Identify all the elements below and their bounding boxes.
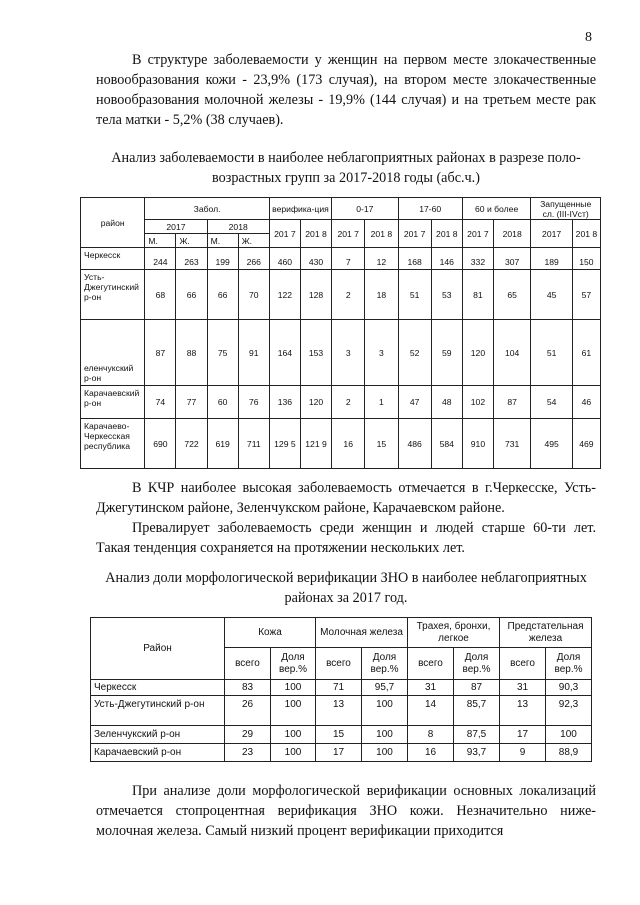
header-share: Доля вер.% bbox=[454, 648, 500, 680]
table-row bbox=[91, 726, 592, 744]
row-name: еленчукский р-он bbox=[81, 320, 145, 386]
header-male-2018: М. bbox=[207, 234, 238, 248]
header-advanced-cases: Запущенные сл. (III-IVст) bbox=[531, 198, 601, 220]
row-name: Карачаево-Черкесская республика bbox=[81, 419, 145, 469]
header-age2-2017: 201 7 bbox=[398, 220, 431, 248]
cell: 120 bbox=[462, 320, 493, 386]
cell: 3 bbox=[365, 320, 398, 386]
cell: 48 bbox=[431, 386, 462, 419]
table-row bbox=[81, 270, 601, 320]
cell: 26 bbox=[225, 696, 271, 726]
cell: 469 bbox=[572, 419, 600, 469]
paragraph-verification-analysis: При анализе доли морфологической верификации основных локализаций отмечается стопроцентная верификация ЗНО кожи. Незначительно ниже-молочная железа. Самый низкий процент верификации приходится bbox=[96, 783, 596, 839]
header-total: всего bbox=[225, 648, 271, 680]
header-age-17-60: 17-60 bbox=[398, 198, 462, 220]
cell: 690 bbox=[145, 419, 176, 469]
verification-table bbox=[90, 617, 592, 762]
table-row bbox=[91, 696, 592, 726]
row-name: Усть-Джегутинский р-он bbox=[81, 270, 145, 320]
cell: 70 bbox=[238, 270, 269, 320]
cell: 95,7 bbox=[362, 680, 408, 696]
header-skin: Кожа bbox=[225, 618, 316, 648]
header-rayon: район bbox=[81, 198, 145, 248]
cell: 3 bbox=[332, 320, 365, 386]
header-lung: Трахея, бронхи, легкое bbox=[408, 618, 500, 648]
cell: 90,3 bbox=[546, 680, 592, 696]
cell: 57 bbox=[572, 270, 600, 320]
cell: 100 bbox=[271, 680, 316, 696]
cell: 100 bbox=[271, 726, 316, 744]
header-adv-2017: 2017 bbox=[531, 220, 573, 248]
cell: 65 bbox=[494, 270, 531, 320]
table-row bbox=[91, 744, 592, 762]
cell: 584 bbox=[431, 419, 462, 469]
cell: 136 bbox=[269, 386, 300, 419]
cell: 100 bbox=[362, 744, 408, 762]
cell: 87 bbox=[145, 320, 176, 386]
cell: 199 bbox=[207, 248, 238, 270]
cell: 16 bbox=[408, 744, 454, 762]
header-total: всего bbox=[408, 648, 454, 680]
cell: 66 bbox=[176, 270, 207, 320]
cell: 16 bbox=[332, 419, 365, 469]
cell: 150 bbox=[572, 248, 600, 270]
cell: 88,9 bbox=[546, 744, 592, 762]
header-verif-2018: 201 8 bbox=[300, 220, 331, 248]
cell: 122 bbox=[269, 270, 300, 320]
cell: 121 9 bbox=[300, 419, 331, 469]
cell: 53 bbox=[431, 270, 462, 320]
header-age1-2018: 201 8 bbox=[365, 220, 398, 248]
cell: 51 bbox=[398, 270, 431, 320]
cell: 59 bbox=[431, 320, 462, 386]
cell: 71 bbox=[316, 680, 362, 696]
table-row bbox=[81, 386, 601, 419]
cell: 13 bbox=[500, 696, 546, 726]
cell: 2 bbox=[332, 386, 365, 419]
row-name: Черкесск bbox=[91, 680, 225, 696]
cell: 81 bbox=[462, 270, 493, 320]
cell: 102 bbox=[462, 386, 493, 419]
header-age2-2018: 201 8 bbox=[431, 220, 462, 248]
row-name: Зеленчукский р-он bbox=[91, 726, 225, 744]
header-adv-2018: 201 8 bbox=[572, 220, 600, 248]
page-number: 8 bbox=[585, 30, 592, 45]
cell: 75 bbox=[207, 320, 238, 386]
table-row bbox=[81, 419, 601, 469]
header-male-2017: М. bbox=[145, 234, 176, 248]
cell: 45 bbox=[531, 270, 573, 320]
cell: 266 bbox=[238, 248, 269, 270]
cell: 77 bbox=[176, 386, 207, 419]
cell: 15 bbox=[316, 726, 362, 744]
header-zabol: Забол. bbox=[145, 198, 270, 220]
cell: 17 bbox=[316, 744, 362, 762]
cell: 87 bbox=[454, 680, 500, 696]
cell: 31 bbox=[500, 680, 546, 696]
cell: 731 bbox=[494, 419, 531, 469]
cell: 17 bbox=[500, 726, 546, 744]
cell: 146 bbox=[431, 248, 462, 270]
cell: 244 bbox=[145, 248, 176, 270]
cell: 52 bbox=[398, 320, 431, 386]
morbidity-table bbox=[80, 197, 601, 469]
cell: 88 bbox=[176, 320, 207, 386]
paragraph-regions: В КЧР наиболее высокая заболеваемость отмечается в г.Черкесске, Усть-Джегутинском районе, Зеленчукском районе, Карачаевском районе. bbox=[96, 480, 596, 516]
cell: 61 bbox=[572, 320, 600, 386]
cell: 9 bbox=[500, 744, 546, 762]
cell: 430 bbox=[300, 248, 331, 270]
cell: 47 bbox=[398, 386, 431, 419]
intro-paragraph: В структуре заболеваемости у женщин на первом месте злокачественные новообразования кожи - 23,9% (173 случая), на втором месте злокачественные новообразования молочной железы - 19,9% (144 случая) и на третьем месте рак тела матки - 5,2% (38 случаев). bbox=[96, 52, 596, 128]
cell: 153 bbox=[300, 320, 331, 386]
cell: 23 bbox=[225, 744, 271, 762]
row-name: Карачаевский р-он bbox=[81, 386, 145, 419]
row-name: Карачаевский р-он bbox=[91, 744, 225, 762]
cell: 168 bbox=[398, 248, 431, 270]
cell: 91 bbox=[238, 320, 269, 386]
cell: 13 bbox=[316, 696, 362, 726]
cell: 104 bbox=[494, 320, 531, 386]
cell: 87 bbox=[494, 386, 531, 419]
cell: 60 bbox=[207, 386, 238, 419]
cell: 74 bbox=[145, 386, 176, 419]
table-row bbox=[81, 320, 601, 386]
cell: 15 bbox=[365, 419, 398, 469]
cell: 46 bbox=[572, 386, 600, 419]
cell: 93,7 bbox=[454, 744, 500, 762]
header-share: Доля вер.% bbox=[271, 648, 316, 680]
row-name: Черкесск bbox=[81, 248, 145, 270]
cell: 100 bbox=[271, 744, 316, 762]
header-total: всего bbox=[500, 648, 546, 680]
cell: 722 bbox=[176, 419, 207, 469]
header-share: Доля вер.% bbox=[546, 648, 592, 680]
header-female-2017: Ж. bbox=[176, 234, 207, 248]
header-total: всего bbox=[316, 648, 362, 680]
cell: 14 bbox=[408, 696, 454, 726]
cell: 100 bbox=[362, 696, 408, 726]
cell: 2 bbox=[332, 270, 365, 320]
cell: 100 bbox=[362, 726, 408, 744]
cell: 619 bbox=[207, 419, 238, 469]
header-age-0-17: 0-17 bbox=[332, 198, 398, 220]
cell: 66 bbox=[207, 270, 238, 320]
cell: 54 bbox=[531, 386, 573, 419]
header-age3-2017: 201 7 bbox=[462, 220, 493, 248]
header-verif-2017: 201 7 bbox=[269, 220, 300, 248]
cell: 83 bbox=[225, 680, 271, 696]
cell: 100 bbox=[271, 696, 316, 726]
header-female-2018: Ж. bbox=[238, 234, 269, 248]
cell: 1 bbox=[365, 386, 398, 419]
cell: 486 bbox=[398, 419, 431, 469]
cell: 12 bbox=[365, 248, 398, 270]
cell: 92,3 bbox=[546, 696, 592, 726]
cell: 85,7 bbox=[454, 696, 500, 726]
cell: 120 bbox=[300, 386, 331, 419]
cell: 31 bbox=[408, 680, 454, 696]
cell: 100 bbox=[546, 726, 592, 744]
table1-caption: Анализ заболеваемости в наиболее неблагоприятных районах в разрезе поло-возрастных групп за 2017-2018 годы (абс.ч.) bbox=[111, 150, 581, 186]
header-age3-2018: 2018 bbox=[494, 220, 531, 248]
cell: 128 bbox=[300, 270, 331, 320]
table2-caption: Анализ доли морфологической верификации ЗНО в наиболее неблагоприятных районах за 2017 год. bbox=[105, 570, 587, 606]
table-row bbox=[91, 680, 592, 696]
cell: 87,5 bbox=[454, 726, 500, 744]
cell: 164 bbox=[269, 320, 300, 386]
cell: 711 bbox=[238, 419, 269, 469]
cell: 29 bbox=[225, 726, 271, 744]
cell: 7 bbox=[332, 248, 365, 270]
cell: 8 bbox=[408, 726, 454, 744]
cell: 76 bbox=[238, 386, 269, 419]
header-rayon: Район bbox=[91, 618, 225, 680]
cell: 18 bbox=[365, 270, 398, 320]
cell: 495 bbox=[531, 419, 573, 469]
header-year-2017: 2017 bbox=[145, 220, 207, 234]
cell: 189 bbox=[531, 248, 573, 270]
cell: 910 bbox=[462, 419, 493, 469]
header-breast: Молочная железа bbox=[316, 618, 408, 648]
cell: 332 bbox=[462, 248, 493, 270]
header-age-60-plus: 60 и более bbox=[462, 198, 530, 220]
header-year-2018: 2018 bbox=[207, 220, 269, 234]
table-row bbox=[81, 248, 601, 270]
cell: 51 bbox=[531, 320, 573, 386]
cell: 263 bbox=[176, 248, 207, 270]
header-age1-2017: 201 7 bbox=[332, 220, 365, 248]
header-verification: верифика-ция bbox=[269, 198, 331, 220]
cell: 129 5 bbox=[269, 419, 300, 469]
header-prostate: Предстательная железа bbox=[500, 618, 592, 648]
paragraph-trend: Превалирует заболеваемость среди женщин и людей старше 60-ти лет. Такая тенденция сохраняется на протяжении нескольких лет. bbox=[96, 520, 596, 556]
row-name: Усть-Джегутинский р-он bbox=[91, 696, 225, 726]
cell: 307 bbox=[494, 248, 531, 270]
cell: 460 bbox=[269, 248, 300, 270]
cell: 68 bbox=[145, 270, 176, 320]
header-share: Доля вер.% bbox=[362, 648, 408, 680]
